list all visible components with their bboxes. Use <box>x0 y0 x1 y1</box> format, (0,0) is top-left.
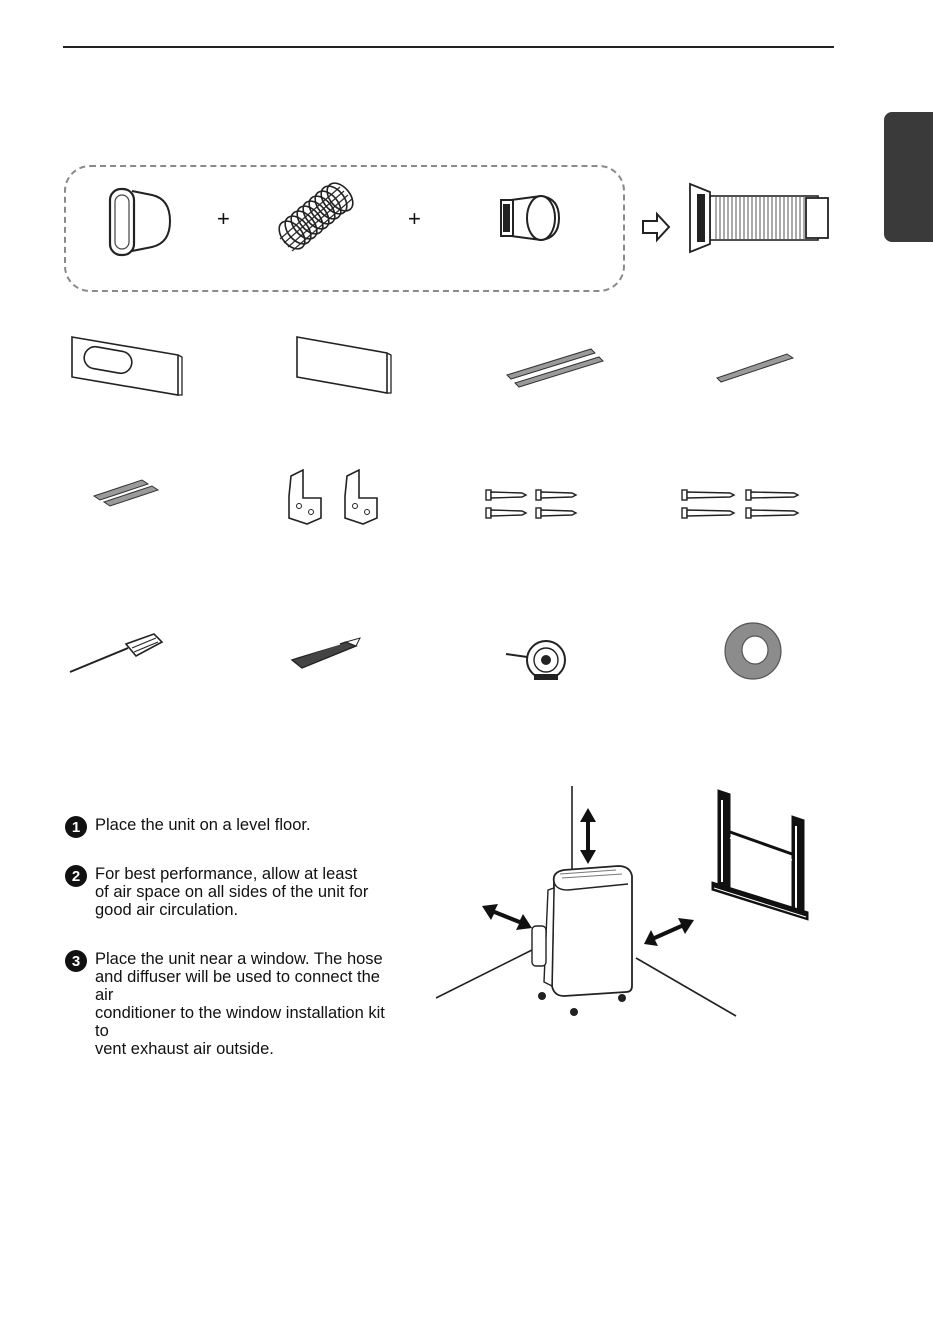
step-3 <box>65 950 400 1058</box>
long-screws-icon <box>680 486 804 522</box>
duct-tape-icon <box>722 620 784 682</box>
step-number-badge: 1 <box>65 816 87 838</box>
step-text: Place the unit near a window. The hose and diffuser will be used to connect the air conditioner to the window installation kit to vent exhaust air outside. <box>95 950 385 1058</box>
language-tab <box>884 112 933 242</box>
extension-panel-icon <box>295 335 395 397</box>
step-number-badge: 3 <box>65 950 87 972</box>
window-adapter-icon <box>104 185 174 257</box>
step-text: Place the unit on a level floor. <box>95 816 311 834</box>
tape-measure-icon <box>504 636 570 682</box>
l-bracket-pair-icon <box>281 468 381 526</box>
utility-knife-icon <box>290 640 362 672</box>
unit-clearance-illustration <box>436 786 836 1018</box>
header-rule <box>63 46 834 48</box>
screwdriver-icon <box>66 634 166 676</box>
foam-seal-pair-icon <box>505 345 605 387</box>
short-screws-icon <box>484 486 580 522</box>
plus-sign: + <box>217 206 230 231</box>
foam-seal-icon <box>715 352 795 384</box>
plus-sign-2: + <box>408 206 421 231</box>
step-text: For best performance, allow at least of air space on all sides of the unit for good air circulation. <box>95 865 369 919</box>
unit-adapter-icon <box>497 190 563 246</box>
window-slider-panel-icon <box>70 335 185 397</box>
step-2 <box>65 865 400 919</box>
result-arrow-icon <box>641 213 671 241</box>
exhaust-hose-icon <box>272 183 362 255</box>
assembled-hose-icon <box>680 182 830 254</box>
step-1 <box>65 816 400 838</box>
step-number-badge: 2 <box>65 865 87 887</box>
foam-strip-pair-icon <box>92 478 164 506</box>
